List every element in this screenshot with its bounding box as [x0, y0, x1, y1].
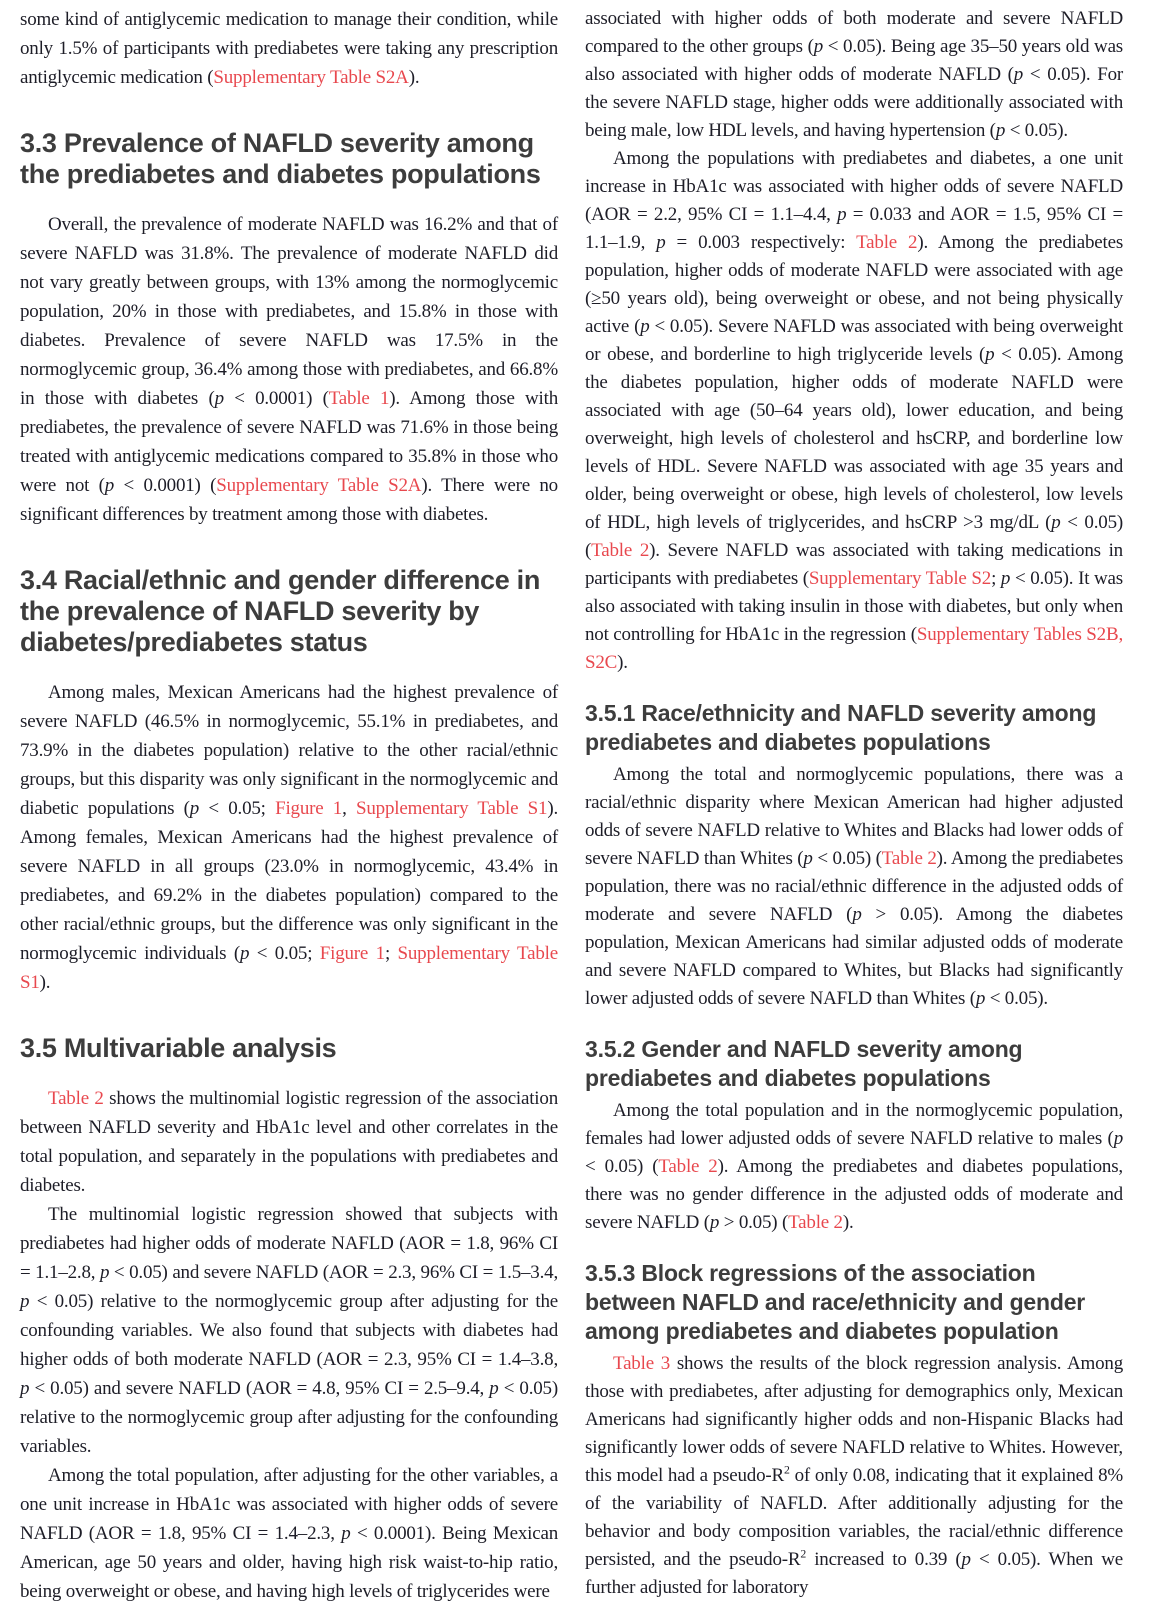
italic-text: p — [214, 388, 224, 409]
reference-link[interactable]: Supplementary Table S1 — [20, 943, 558, 993]
reference-link[interactable]: Table 1 — [328, 388, 390, 409]
paragraph-odds-continuation: associated with higher odds of both moderate and severe NAFLD compared to the other groups (p < 0.05). Being age 35–50 years old was also associated with higher odds of moderate NAFLD (p < 0.05). For the severe NAFLD stage, higher odds were additionally associated with being male, low HDL levels, and having hypertension (p < 0.05). — [585, 8, 1123, 141]
superscript: 2 — [784, 1463, 790, 1477]
italic-text: p — [852, 904, 862, 925]
italic-text: p — [189, 798, 200, 819]
italic-text: p — [995, 120, 1006, 141]
reference-link[interactable]: Supplementary Tables S2B, S2C — [585, 624, 1123, 673]
italic-text: p — [1051, 512, 1061, 533]
heading-3-5-3: 3.5.3 Block regressions of the association between NAFLD and race/ethnicity and gender among prediabetes and diabetes population — [585, 1260, 1086, 1344]
heading-3-4: 3.4 Racial/ethnic and gender difference in the prevalence of NAFLD severity by diabetes/prediabetes status — [20, 565, 541, 657]
heading-3-3: 3.3 Prevalence of NAFLD severity among the prediabetes and diabetes populations — [20, 128, 541, 189]
italic-text: p — [1000, 568, 1011, 589]
italic-text: p — [1013, 64, 1024, 85]
superscript: 2 — [800, 1547, 807, 1561]
heading-3-5-1: 3.5.1 Race/ethnicity and NAFLD severity among prediabetes and diabetes populations — [585, 700, 1097, 755]
italic-text: p — [640, 316, 650, 337]
reference-link[interactable]: Supplementary Table S2A — [213, 67, 409, 88]
italic-text: p — [656, 232, 666, 253]
reference-link[interactable]: Table 2 — [881, 848, 937, 869]
italic-text: p — [803, 848, 813, 869]
reference-link[interactable]: Table 2 — [856, 232, 918, 253]
italic-text: p — [104, 475, 115, 496]
italic-text: p — [20, 1378, 30, 1399]
reference-link[interactable]: Table 2 — [48, 1088, 104, 1109]
paragraph-total-population-hba1c: Among the total population, after adjusting for the other variables, a one unit increase in HbA1c was associated with higher odds of severe NAFLD (AOR = 1.8, 95% CI = 1.4–2.3, p < 0.0001). Being Mexican American, age 50 years and older, having high risk waist-to-hip ratio, being overweight or obese, and having high levels of triglycerides were — [20, 1465, 558, 1602]
reference-link[interactable]: Supplementary Table S1 — [355, 798, 548, 819]
paragraph-nafld-prevalence: Overall, the prevalence of moderate NAFLD was 16.2% and that of severe NAFLD was 31.8%. The prevalence of moderate NAFLD did not vary greatly between groups, with 13% among the normoglycemic population, 20% in those with prediabetes, and 15.8% in those with diabetes. Prevalence of severe NAFLD was 17.5% in the normoglycemic group, 36.4% among those with prediabetes, and 66.8% in those with diabetes (p < 0.0001) (Table 1). Among those with prediabetes, the prevalence of severe NAFLD was 71.6% in those being treated with antiglycemic medications compared to 35.8% in those who were not (p < 0.0001) (Supplementary Table S2A). There were no significant differences by treatment among those with diabetes. — [20, 214, 558, 525]
paragraph-racial-gender-prevalence: Among males, Mexican Americans had the highest prevalence of severe NAFLD (46.5% in normoglycemic, 55.1% in prediabetes, and 73.9% in the diabetes population) relative to the other racial/ethnic groups, but this disparity was only significant in the normoglycemic and diabetic populations (p < 0.05; Figure 1, Supplementary Table S1). Among females, Mexican Americans had the highest prevalence of severe NAFLD in all groups (23.0% in normoglycemic, 43.4% in prediabetes, and 69.2% in the diabetes population) compared to the other racial/ethnic groups, but the difference was only significant in the normoglycemic individuals (p < 0.05; Figure 1; Supplementary Table S1). — [20, 682, 558, 993]
reference-link[interactable]: Figure 1 — [275, 798, 343, 819]
heading-3-5-2: 3.5.2 Gender and NAFLD severity among prediabetes and diabetes populations — [585, 1036, 1023, 1091]
reference-link[interactable]: Table 2 — [591, 540, 650, 561]
italic-text: p — [813, 36, 824, 57]
italic-text: p — [239, 943, 250, 964]
paragraph-race-ethnicity-odds: Among the total and normoglycemic populations, there was a racial/ethnic disparity where Mexican American had higher adjusted odds of severe NAFLD relative to Whites and Blacks had lower odds of severe NAFLD than Whites (p < 0.05) (Table 2). Among the prediabetes population, there was no racial/ethnic difference in the adjusted odds of moderate and severe NAFLD (p > 0.05). Among the diabetes population, Mexican Americans had similar adjusted odds of moderate and severe NAFLD compared to Whites, but Blacks had significantly lower adjusted odds of severe NAFLD than Whites (p < 0.05). — [585, 764, 1124, 1009]
reference-link[interactable]: Supplementary Table S2A — [216, 475, 422, 496]
reference-link[interactable]: Table 3 — [613, 1353, 671, 1374]
paragraph-gender-odds: Among the total population and in the normoglycemic population, females had lower adjusted odds of severe NAFLD relative to males (p < 0.05) (Table 2). Among the prediabetes and diabetes populations, there was no gender difference in the adjusted odds of moderate and severe NAFLD (p > 0.05) (Table 2). — [585, 1100, 1123, 1233]
italic-text: p — [20, 1291, 30, 1312]
paragraph-block-regression: Table 3 shows the results of the block regression analysis. Among those with prediabetes, after adjusting for demographics only, Mexican Americans had significantly higher odds and non-Hispanic Blacks had significantly lower odds of severe NAFLD relative to Whites. However, this model had a pseudo-$R^2$ of only 0.08, indicating that it explained 8% of the variability of NAFLD. After additionally adjusting for the behavior and body composition variables, the racial/ethnic difference persisted, and the pseudo-$R^2$ increased to 0.39 (p < 0.05). When we further adjusted for laboratory — [585, 1353, 1124, 1598]
italic-text: p — [1113, 1128, 1123, 1149]
italic-text: p — [975, 988, 986, 1009]
reference-link[interactable]: Table 2 — [788, 1212, 843, 1233]
heading-3-5: 3.5 Multivariable analysis — [20, 1033, 337, 1063]
paragraph-multinomial-regression: The multinomial logistic regression showed that subjects with prediabetes had higher odds of moderate NAFLD (AOR = 1.8, 96% CI = 1.1–2.8, p < 0.05) and severe NAFLD (AOR = 2.3, 96% CI = 1.5–3.4, p < 0.05) relative to the normoglycemic group after adjusting for the confounding variables. We also found that subjects with diabetes had higher odds of both moderate NAFLD (AOR = 2.3, 95% CI = 1.4–3.8, p < 0.05) and severe NAFLD (AOR = 4.8, 95% CI = 2.5–9.4, p < 0.05) relative to the normoglycemic group after adjusting for the confounding variables. — [20, 1204, 558, 1457]
reference-link[interactable]: Table 2 — [658, 1156, 718, 1177]
italic-text: p — [341, 1523, 351, 1544]
italic-text: p — [985, 344, 995, 365]
paragraph-prediabetes-diabetes-hba1c: Among the populations with prediabetes and diabetes, a one unit increase in HbA1c was associated with higher odds of severe NAFLD (AOR = 2.2, 95% CI = 1.1–4.4, p = 0.033 and AOR = 1.5, 95% CI = 1.1–1.9, p = 0.003 respectively: Table 2). Among the prediabetes population, higher odds of moderate NAFLD were associated with age (≥50 years old), being overweight or obese, and not being physically active (p < 0.05). Severe NAFLD was associated with being overweight or obese, and borderline to high triglyceride levels (p < 0.05). Among the diabetes population, higher odds of moderate NAFLD were associated with age (50–64 years old), lower education, and being overweight, high levels of cholesterol and hsCRP, and borderline low levels of HDL. Severe NAFLD was associated with age 35 years and older, being overweight or obese, high levels of cholesterol, low levels of HDL, high levels of triglycerides, and hsCRP >3 mg/dL (p < 0.05) (Table 2). Severe NAFLD was associated with taking medications in participants with prediabetes (Supplementary Table S2; p < 0.05). It was also associated with taking insulin in those with diabetes, but only when not controlling for HbA1c in the regression (Supplementary Tables S2B, S2C). — [585, 148, 1124, 673]
italic-text: p — [99, 1262, 110, 1283]
paragraph-table2-intro: Table 2 shows the multinomial logistic regression of the association between NAFLD severity and HbA1c level and other correlates in the total population, and separately in the populations with prediabetes and diabetes. — [20, 1088, 558, 1196]
italic-text: p — [837, 204, 847, 225]
paragraph-medication-continuation: some kind of antiglycemic medication to manage their condition, while only 1.5% of participants with prediabetes were taking any prescription antiglycemic medication (Supplementary Table S2A). — [20, 9, 558, 88]
right-column — [585, 5, 1123, 1603]
italic-text: p — [489, 1378, 499, 1399]
reference-link[interactable]: Figure 1 — [319, 943, 385, 964]
italic-text: p — [709, 1212, 720, 1233]
reference-link[interactable]: Supplementary Table S2 — [808, 568, 992, 589]
italic-text: p — [961, 1549, 971, 1570]
left-column — [20, 5, 558, 1603]
